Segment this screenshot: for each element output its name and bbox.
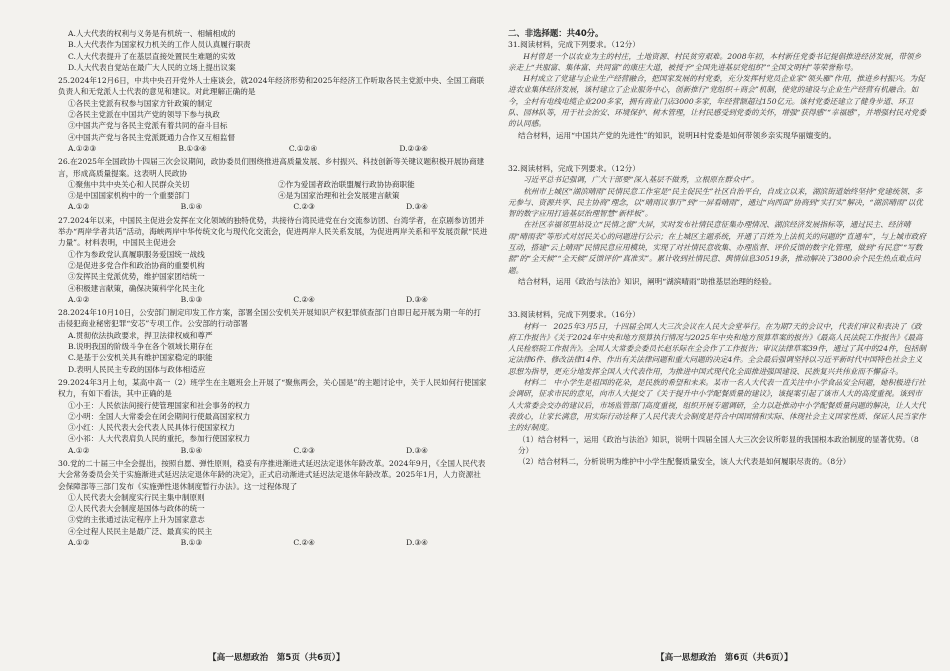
q33-material-1: 材料一 2025年3月5日，十四届全国人大三次会议在人民大会堂举行。在为期7天的会议中，代表们审议和表决了《政府工作报告》《关于2024年中央和地方预算执行情况与2025年中央和地方预算草案的报告》《最高人民法院工作报告》《最高人民检察院工作报告》。全国人大常委会委员长赵乐际在全会作了工作报告；审议法律草案39件，通过了其中的24件，包括制定法律6件、修改法律14件、作出有关法律问题和重大问题的决定4件。全会最后强调坚持以习近平新时代中国特色社会主义思想为指导，更充分地发挥全国人大代表作用，为推进中国式现代化全面推进强国建设、民族复兴共伟业而不懈奋斗。 [508,321,926,376]
footer-page-6: 【高一思想政治 第6页（共6页）】 [656,653,793,663]
q26-item-4: ④是为国家治理和社会发展建言献策 [278,191,400,201]
q30-options [58,537,488,548]
q25-option-d: D.②③④ [399,143,428,153]
q28-option-d: D.表明人民民主专政的国体与政体相适应 [68,364,206,374]
q27-items [58,249,488,294]
q28-option-a: A.贯彻依法执政要求，捍卫法律权威和尊严 [68,330,213,340]
q27-option-a: A.①② [68,294,90,304]
q30-item-2: ②人民代表大会制度是国体与政体的统一 [68,504,205,514]
q30-option-d: D.③④ [406,538,428,548]
q27-item-2: ②是促进多党合作和政治协商的重要机构 [68,260,205,270]
q31-material-2: H村成立了党建与企业生产经营融合，把国家发展的村党委，充分发挥村党员企业家“领头雁”作用，推进乡村振兴。为促进农业集体经济发展，该村建立了企业服务中心，创新推行“党组织＋商会”机制，使党的建设与企业生产经营有机融合。如今，全村有电线电缆企业200多家，拥有商业门店3000多家，年经营额超过150亿元。该村党委还建立了健身步道、环卫队、园林队等，用于社会治安、环境保护、树木管理，让村民感受到党委的关怀，增强“获得感”“幸福感”，并增强村民对党委的认同感。 [508,74,926,129]
q29-option-d: D.③④ [406,445,428,455]
q27-stem: 27.2024年以来，中国民主促进会发挥在文化领域的独特优势，共接待台湾民进党在台交流参访团、台湾学者，在京剧参访团并举办“两岸学者共话”活动，海峡两岸中华传统文化与现代化交流会，促进两岸人民关系发展，为促进两岸关系和平发展贡献“民进力量”。材料表明，中国民主促进会 [58,215,488,248]
q24-option-b: B.人大代表作为国家权力机关的工作人员认真履行职责 [68,40,251,50]
q25-items [58,98,488,143]
section-title: 二、非选择题：共40分。 [508,28,604,38]
q26-option-a: A.①② [68,202,90,212]
answer-space-31 [508,141,928,163]
q29-option-c: C.②③ [293,445,315,455]
q29-item-1: ①小王：人民依法间接行使管理国家和社会事务的权力 [68,400,251,410]
q32-material-1: 习近平总书记强调，广大干部要“深入基层不做秀，立根原在群众中”。 [523,175,759,185]
q28-stem: 28.2024年10月10日，公安部门制定印发工作方案，部署全国公安机关开展知识产权犯罪侦查部门自即日起开展为期一年的打击侵犯商业秘密犯罪“安芯”专项工作。公安部的行动部署 [58,308,481,329]
q33-material-2: 材料二 中小学生是祖国的花朵，是民族的希望和未来。某市一名人大代表一直关注中小学食品安全问题，她积极进行社会调研，征求市民的意见，向市人大提交了《关于提升中小学配餐质量的建议》，该提案引起了该市人大的高度重视。该到市人大常委会交办的建议后，市场监管部门高度重视，组织开展专题调研，全力以赴推动中小学配餐质量问题的解决，让人大代表放心，让家长满意，用实际行动诠释了人民代表大会制度是符合中国国情和实际、体现社会主义国家性质、保证人民当家作主的好制度。 [508,378,926,433]
q30-option-c: C.②④ [293,538,315,548]
q27-item-3: ③发挥民主党派优势，维护国家团结统一 [68,272,205,282]
q25-item-2: ②各民主党派在中国共产党的领导下参与执政 [68,110,220,120]
q31-task: 结合材料，运用“中国共产党的先进性”的知识，说明H村党委是如何带领乡亲实现华丽嬗变的。 [518,130,837,140]
q30-items [58,492,488,537]
q24-option-d: D.人大代表自觉站在最广大人民的立场上提出议案 [68,62,236,72]
q27-options [58,294,488,305]
q25-item-1: ①各民主党派有权参与国家方针政策的制定 [68,98,213,108]
q29-items [58,400,488,445]
q28-option-b: B.说明我国的阶级斗争在各个领域长期存在 [68,342,213,352]
q31-heading: 31.阅读材料，完成下列要求。（12分） [508,40,640,50]
right-column [508,28,928,467]
q29-option-a: A.①② [68,445,90,455]
q27-item-1: ①作为参政党认真履职服务爱国统一战线 [68,249,205,259]
q30-option-a: A.①② [68,538,90,548]
left-column [58,28,488,548]
q30-stem: 30.党的二十届三中全会提出，按照自愿、弹性原则，稳妥有序推进渐进式延迟法定退休年龄改革。2024年9月，《全国人民代表大会常务委员会关于实施渐进式延迟法定退休年龄的决定》，正式启动渐进式延迟法定退休年龄改革。2025年1月，人力资源社会保障部等三部门发布《实施弹性退休制度暂行办法》。这一过程体现了 [58,458,486,491]
q26-item-2: ②作为爱国者政治联盟履行政协协商职能 [278,179,415,189]
q33-heading: 33.阅读材料，完成下列要求。（16分） [508,310,640,320]
q25-option-c: C.①②④ [288,143,318,153]
q25-options [58,143,488,154]
q25-option-b: B.①③④ [178,143,207,153]
q25-item-3: ③中国共产党与各民主党派有着共同的奋斗目标 [68,121,228,131]
q29-option-b: B.①④ [180,445,203,455]
q31-material-1: H村曾是一个以农业为主的村庄，土地资源、村民贫穷艰难。2008年初，本村新任党委书记提倡推进经济发展，带领乡亲走上“共服富、集体富、共同富”的康庄大道，被授予“全国先进基层党组织”“全国文明村”等荣誉称号。 [508,51,922,72]
q26-option-b: B.①④ [180,202,203,212]
answer-space-32 [508,287,928,309]
q26-option-d: D.③④ [406,202,428,212]
q26-item-1: ①聚焦中共中央关心和人民群众关切 [68,179,190,189]
q28-option-c: C.是基于公安机关具有维护国家稳定的职能 [68,353,213,363]
q33-task-1: （1）结合材料一，运用《政治与法治》知识，说明十四届全国人大三次会议所彰显的我国根本政治制度的显著优势。（8分） [518,434,919,455]
q25-item-4: ④中国共产党与各民主党派既通力合作又互相监督 [68,132,236,142]
q27-option-d: D.③④ [406,294,428,304]
q26-options [58,201,488,212]
q25-option-a: A.①②③ [68,143,97,153]
q32-material-3: 在社区幸福邻里站设立“民情之窗”大屏，实时发布社情民意征集办理情况、湖滨经济发展指标等，通过民主、经济晴雨“晴雨表”等形式对居民关心的问题进行公示；在上城区主题系统，开通了百姓为上法机关的问题的“直通车”，与上城市政府互动，搭建“云上晴雨”民情民意应用模块，实现了对社情民意收集、办理监督、评价反馈的数字化管理，做到“有民意”“写数据”的“全天候”“全天候”反馈评价“真准实”。累计收到社情民意、舆情信息30519条，推动解决了3800余个民生热点难点问题。 [508,220,926,275]
q30-item-4: ④全过程人民民主是最广泛、最真实的民主 [68,526,213,536]
q29-item-4: ④小祁：人大代表肩负人民的重托，参加行使国家权力 [68,434,251,444]
q25-stem: 25.2024年12月6日，中共中央召开党外人士座谈会，就2024年经济形势和2025年经济工作听取各民主党派中央、全国工商联负责人和无党派人士代表的意见和建议。对此理解正确的是 [58,76,485,97]
q27-item-4: ④积极建言献策，确保决策科学化民主化 [68,283,205,293]
q29-item-3: ③小红：人民代表大会代表人民具体行使国家权力 [68,423,236,433]
q26-option-c: C.②③ [293,202,315,212]
q27-option-b: B.①③ [180,294,203,304]
q30-item-1: ①人民代表大会制度实行民主集中制原则 [68,492,205,502]
q28-options [58,330,488,375]
q24-options [58,28,488,73]
q29-item-2: ②小明：全国人大常委会在闭会期间行使最高国家权力 [68,411,251,421]
q32-material-2: 杭州市上城区“湖滨晴雨”民情民意工作室是“民主促民生”社区自治平台，自成立以来，湖滨街道始终坚持“党建统领、多元参与、资源共享、民主协商”理念，以“晴雨议事厅”到“一屏看晴雨”，通过“向西面”协商到“实打实”解决，“湖滨晴雨”以优智的数字应用打造基层治理智慧“新样板”。 [508,186,923,219]
q24-option-a: A.人大代表的权利与义务是有机统一、相辅相成的 [68,29,236,38]
q32-task: 结合材料，运用《政治与法治》知识，阐明“湖滨晴雨”助推基层治理的经验。 [518,276,777,286]
q26-stem: 26.在2025年全国政协十四届三次会议期间，政协委员们围绕推进高质量发展、乡村振兴、科技创新等关键议题积极开展协商建言，形成高质量提案。这表明人民政协 [58,157,485,178]
q32-heading: 32.阅读材料，完成下列要求。（12分） [508,163,640,173]
q33-task-2: （2）结合材料二，分析说明为维护中小学生配餐质量安全，该人大代表是如何履职尽责的。（8分） [518,457,851,467]
q24-option-c: C.人大代表提升了在基层直接处置民生难题的实效 [68,51,236,61]
q26-item-3: ③是中国国家机构中的一个重要部门 [68,191,190,201]
q26-items [58,179,488,202]
q29-options [58,445,488,456]
q30-item-3: ③党的主张通过法定程序上升为国家意志 [68,515,205,525]
footer-page-5: 【高一思想政治 第5页（共6页）】 [208,653,345,663]
q30-option-b: B.①③ [180,538,203,548]
q27-option-c: C.②④ [293,294,315,304]
q29-stem: 29.2024年3月上旬，某高中高一（2）班学生在主题班会上开展了“聚焦两会，关心国是”的主题讨论中，关于人民如何行使国家权力，有如下看法，其中正确的是 [58,377,487,399]
